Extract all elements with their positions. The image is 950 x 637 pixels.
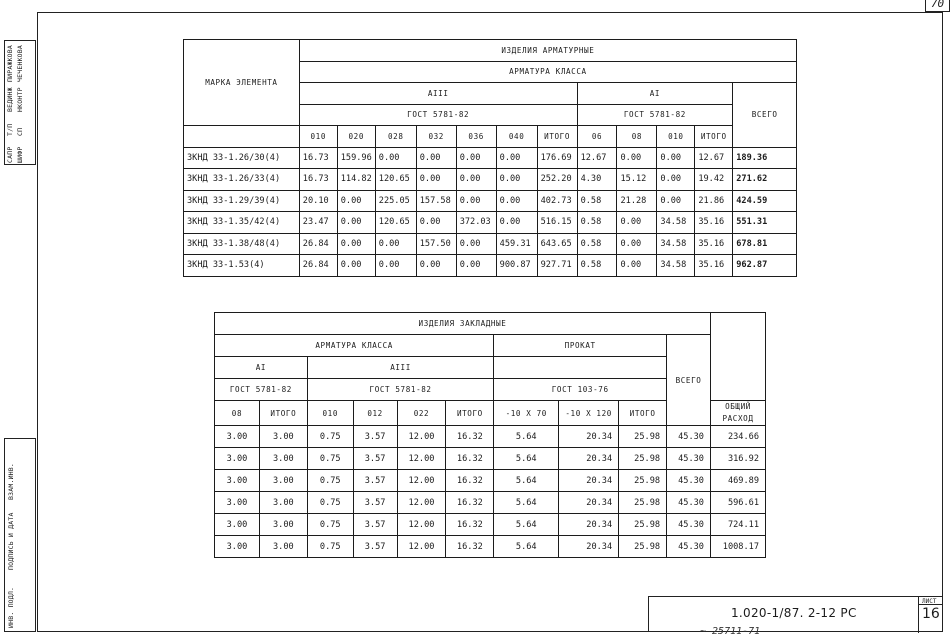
value-cell: 0.00 (617, 212, 657, 234)
value-cell: 927.71 (537, 255, 577, 277)
value-cell: 120.65 (375, 212, 416, 234)
value-cell: 3.57 (353, 536, 397, 558)
value-cell: 0.58 (577, 255, 617, 277)
value-cell: 1008.17 (710, 536, 765, 558)
value-cell: 5.64 (494, 536, 559, 558)
total-usage-header (710, 401, 765, 426)
value-cell: 3.57 (353, 470, 397, 492)
value-cell: 3.00 (259, 470, 307, 492)
value-cell: 12.00 (397, 470, 446, 492)
value-cell: 34.58 (657, 233, 695, 255)
value-cell: 3.00 (215, 470, 260, 492)
value-cell: 5.64 (494, 426, 559, 448)
value-cell: 424.59 (733, 190, 797, 212)
value-cell: 0.00 (375, 147, 416, 169)
value-cell: 0.58 (577, 212, 617, 234)
value-cell: 157.50 (416, 233, 456, 255)
col-header-a3: 012 (353, 401, 397, 426)
total-usage-label-2: РАСХОД (722, 414, 754, 423)
value-cell: 5.64 (494, 448, 559, 470)
value-cell: 20.34 (559, 514, 619, 536)
col-header-a3: 032 (416, 126, 456, 148)
value-cell: 3.00 (259, 536, 307, 558)
col-header-a3: ИТОГО (446, 401, 494, 426)
sheet-number: 16 (922, 606, 940, 622)
class-a1-header: AI (577, 83, 733, 105)
value-cell: 35.16 (695, 212, 733, 234)
col-header-a1: 010 (657, 126, 695, 148)
element-mark: ЗКНД 33-1.29/39(4) (184, 190, 300, 212)
marka-spacer (184, 126, 300, 148)
value-cell: 5.64 (494, 470, 559, 492)
value-cell: 3.57 (353, 514, 397, 536)
value-cell: 724.11 (710, 514, 765, 536)
table-row (215, 448, 766, 470)
value-cell: 0.00 (617, 255, 657, 277)
value-cell: 900.87 (496, 255, 537, 277)
value-cell: 3.00 (215, 448, 260, 470)
value-cell: 23.47 (299, 212, 337, 234)
value-cell: 0.58 (577, 233, 617, 255)
element-mark: ЗКНД 33-1.26/33(4) (184, 169, 300, 191)
table-row (184, 233, 797, 255)
table-row (215, 470, 766, 492)
value-cell: 12.67 (577, 147, 617, 169)
col-header-a1: 08 (617, 126, 657, 148)
value-cell: 12.67 (695, 147, 733, 169)
side-stamp-shifr: ШИФР (16, 146, 24, 163)
embedded-items-table (214, 312, 766, 558)
prokat-spacer (494, 357, 667, 379)
value-cell: 0.75 (307, 536, 353, 558)
element-mark: ЗКНД 33-1.35/42(4) (184, 212, 300, 234)
value-cell: 0.00 (375, 233, 416, 255)
sheet-label: ЛИСТ (922, 598, 937, 605)
value-cell: 3.00 (259, 492, 307, 514)
frame-top-line (37, 12, 942, 13)
value-cell: 0.75 (307, 448, 353, 470)
value-cell: 45.30 (667, 470, 711, 492)
value-cell: 34.58 (657, 255, 695, 277)
value-cell: 678.81 (733, 233, 797, 255)
value-cell: 0.00 (456, 233, 496, 255)
gost-a1-header: ГОСТ 5781-82 (577, 104, 733, 126)
value-cell: 189.36 (733, 147, 797, 169)
value-cell: 0.00 (617, 233, 657, 255)
value-cell: 176.69 (537, 147, 577, 169)
value-cell: 20.34 (559, 492, 619, 514)
group-title-zakladnye: ИЗДЕЛИЯ ЗАКЛАДНЫЕ (215, 313, 711, 335)
value-cell: 516.15 (537, 212, 577, 234)
gost-a3-header-2: ГОСТ 5781-82 (307, 379, 494, 401)
side-stamp-sp: СП (16, 127, 24, 136)
value-cell: 0.00 (456, 147, 496, 169)
col-header-a3: ИТОГО (537, 126, 577, 148)
value-cell: 3.00 (259, 426, 307, 448)
table-row (184, 255, 797, 277)
col-header-a1: 06 (577, 126, 617, 148)
value-cell: 0.00 (496, 212, 537, 234)
col-header-a3: 010 (307, 401, 353, 426)
value-cell: 25.98 (619, 426, 667, 448)
value-cell: 3.00 (215, 426, 260, 448)
value-cell: 25.98 (619, 492, 667, 514)
table-row (215, 492, 766, 514)
value-cell: 19.42 (695, 169, 733, 191)
side-stamp (4, 40, 36, 632)
vsego-header-2: ВСЕГО (667, 335, 711, 426)
value-cell: 21.28 (617, 190, 657, 212)
armatura-klassa-header-2: АРМАТУРА КЛАССА (215, 335, 494, 357)
element-mark: ЗКНД 33-1.38/48(4) (184, 233, 300, 255)
value-cell: 25.98 (619, 448, 667, 470)
value-cell: 469.89 (710, 470, 765, 492)
value-cell: 20.10 (299, 190, 337, 212)
value-cell: 12.00 (397, 536, 446, 558)
value-cell: 45.30 (667, 492, 711, 514)
value-cell: 596.61 (710, 492, 765, 514)
value-cell: 5.64 (494, 514, 559, 536)
col-header-prokat: -10 X 120 (559, 401, 619, 426)
value-cell: 0.00 (496, 169, 537, 191)
value-cell: 157.58 (416, 190, 456, 212)
total-usage-label-1: ОБЩИЙ (725, 402, 751, 411)
value-cell: 20.34 (559, 470, 619, 492)
value-cell: 45.30 (667, 514, 711, 536)
value-cell: 0.00 (456, 190, 496, 212)
value-cell: 12.00 (397, 492, 446, 514)
side-stamp-sapr: САПР (6, 146, 14, 163)
value-cell: 316.92 (710, 448, 765, 470)
value-cell: 3.00 (215, 536, 260, 558)
element-mark: ЗКНД 33-1.26/30(4) (184, 147, 300, 169)
value-cell: 20.34 (559, 426, 619, 448)
col-header-a3: 022 (397, 401, 446, 426)
value-cell: 12.00 (397, 448, 446, 470)
col-header-a3: 010 (299, 126, 337, 148)
value-cell: 225.05 (375, 190, 416, 212)
col-header-a3: 036 (456, 126, 496, 148)
table-row (184, 147, 797, 169)
title-block (648, 596, 942, 632)
col-header-marka: МАРКА ЭЛЕМЕНТА (184, 40, 300, 126)
element-mark: ЗКНД 33-1.53(4) (184, 255, 300, 277)
value-cell: 271.62 (733, 169, 797, 191)
armatura-klassa-header: АРМАТУРА КЛАССА (299, 61, 796, 83)
value-cell: 34.58 (657, 212, 695, 234)
page-corner-number: 70 (925, 0, 950, 12)
value-cell: 0.00 (337, 233, 375, 255)
group-title: ИЗДЕЛИЯ АРМАТУРНЫЕ (299, 40, 796, 62)
value-cell: 25.98 (619, 514, 667, 536)
value-cell: 16.32 (446, 470, 494, 492)
value-cell: 15.12 (617, 169, 657, 191)
value-cell: 45.30 (667, 426, 711, 448)
document-code: 1.020-1/87. 2-12 РС (731, 606, 857, 620)
value-cell: 25.98 (619, 536, 667, 558)
value-cell: 0.00 (416, 147, 456, 169)
class-a3-header: AIII (299, 83, 577, 105)
value-cell: 0.00 (657, 169, 695, 191)
value-cell: 35.16 (695, 233, 733, 255)
value-cell: 0.75 (307, 492, 353, 514)
value-cell: 0.00 (496, 190, 537, 212)
side-stamp-inv: ИНВ. ПОДЛ. (7, 586, 15, 628)
value-cell: 12.00 (397, 514, 446, 536)
value-cell: 35.16 (695, 255, 733, 277)
value-cell: 5.64 (494, 492, 559, 514)
value-cell: 16.73 (299, 147, 337, 169)
value-cell: 234.66 (710, 426, 765, 448)
value-cell: 16.73 (299, 169, 337, 191)
col-header-a1: 08 (215, 401, 260, 426)
value-cell: 114.82 (337, 169, 375, 191)
value-cell: 26.84 (299, 255, 337, 277)
value-cell: 25.98 (619, 470, 667, 492)
col-header-prokat: -10 X 70 (494, 401, 559, 426)
value-cell: 45.30 (667, 448, 711, 470)
value-cell: 643.65 (537, 233, 577, 255)
frame-right-line (942, 12, 943, 632)
value-cell: 459.31 (496, 233, 537, 255)
value-cell: 3.57 (353, 426, 397, 448)
value-cell: 0.75 (307, 514, 353, 536)
value-cell: 0.00 (617, 147, 657, 169)
handwritten-note: ~ 25711-71 (700, 626, 761, 637)
side-stamp-name2: ЧЕЧЕНКОВА (16, 44, 24, 82)
table-row (184, 169, 797, 191)
frame-left-line (37, 12, 38, 632)
value-cell: 0.00 (375, 255, 416, 277)
value-cell: 16.32 (446, 536, 494, 558)
col-header-a3: 028 (375, 126, 416, 148)
col-header-a3: 020 (337, 126, 375, 148)
value-cell: 0.00 (416, 255, 456, 277)
value-cell: 0.00 (337, 212, 375, 234)
value-cell: 21.86 (695, 190, 733, 212)
table-row (215, 514, 766, 536)
value-cell: 120.65 (375, 169, 416, 191)
value-cell: 0.00 (337, 255, 375, 277)
value-cell: 26.84 (299, 233, 337, 255)
value-cell: 16.32 (446, 426, 494, 448)
table-row (184, 212, 797, 234)
side-stamp-nkontr: НКОНТР (16, 87, 24, 112)
value-cell: 372.03 (456, 212, 496, 234)
sheet-box (918, 597, 942, 633)
value-cell: 3.00 (259, 514, 307, 536)
reinforcement-items-table (183, 39, 797, 277)
side-stamp-tp: Т/П (6, 123, 14, 136)
value-cell: 159.96 (337, 147, 375, 169)
side-stamp-vzam: ВЗАМ.ИНВ. (7, 462, 15, 500)
value-cell: 3.00 (215, 492, 260, 514)
value-cell: 0.00 (657, 190, 695, 212)
class-a1-header-2: AI (215, 357, 308, 379)
value-cell: 402.73 (537, 190, 577, 212)
value-cell: 0.00 (416, 169, 456, 191)
value-cell: 0.58 (577, 190, 617, 212)
value-cell: 12.00 (397, 426, 446, 448)
side-stamp-name1: ПИРАЖКОВА (6, 44, 14, 82)
col-header-a3: 040 (496, 126, 537, 148)
gost-a1-header-2: ГОСТ 5781-82 (215, 379, 308, 401)
value-cell: 0.75 (307, 470, 353, 492)
value-cell: 252.20 (537, 169, 577, 191)
value-cell: 16.32 (446, 514, 494, 536)
value-cell: 962.87 (733, 255, 797, 277)
gost-a3-header: ГОСТ 5781-82 (299, 104, 577, 126)
col-header-a1: ИТОГО (695, 126, 733, 148)
value-cell: 16.32 (446, 492, 494, 514)
value-cell: 0.00 (456, 255, 496, 277)
value-cell: 45.30 (667, 536, 711, 558)
prokat-header: ПРОКАТ (494, 335, 667, 357)
value-cell: 3.57 (353, 492, 397, 514)
empty-corner (710, 313, 765, 401)
value-cell: 4.30 (577, 169, 617, 191)
value-cell: 16.32 (446, 448, 494, 470)
table-row (215, 536, 766, 558)
col-header-prokat: ИТОГО (619, 401, 667, 426)
value-cell: 20.34 (559, 448, 619, 470)
value-cell: 0.00 (496, 147, 537, 169)
side-stamp-vedinzh: ВЕДИНЖ (6, 87, 14, 112)
value-cell: 20.34 (559, 536, 619, 558)
value-cell: 0.00 (657, 147, 695, 169)
col-header-a1: ИТОГО (259, 401, 307, 426)
side-stamp-podpis: ПОДПИСЬ И ДАТА (7, 512, 15, 570)
vsego-header: ВСЕГО (733, 83, 797, 148)
value-cell: 0.00 (337, 190, 375, 212)
class-a3-header-2: AIII (307, 357, 494, 379)
value-cell: 551.31 (733, 212, 797, 234)
value-cell: 0.00 (416, 212, 456, 234)
value-cell: 0.75 (307, 426, 353, 448)
value-cell: 0.00 (456, 169, 496, 191)
value-cell: 3.57 (353, 448, 397, 470)
value-cell: 3.00 (259, 448, 307, 470)
gost-prokat-header: ГОСТ 103-76 (494, 379, 667, 401)
table-row (215, 426, 766, 448)
table-row (184, 190, 797, 212)
value-cell: 3.00 (215, 514, 260, 536)
